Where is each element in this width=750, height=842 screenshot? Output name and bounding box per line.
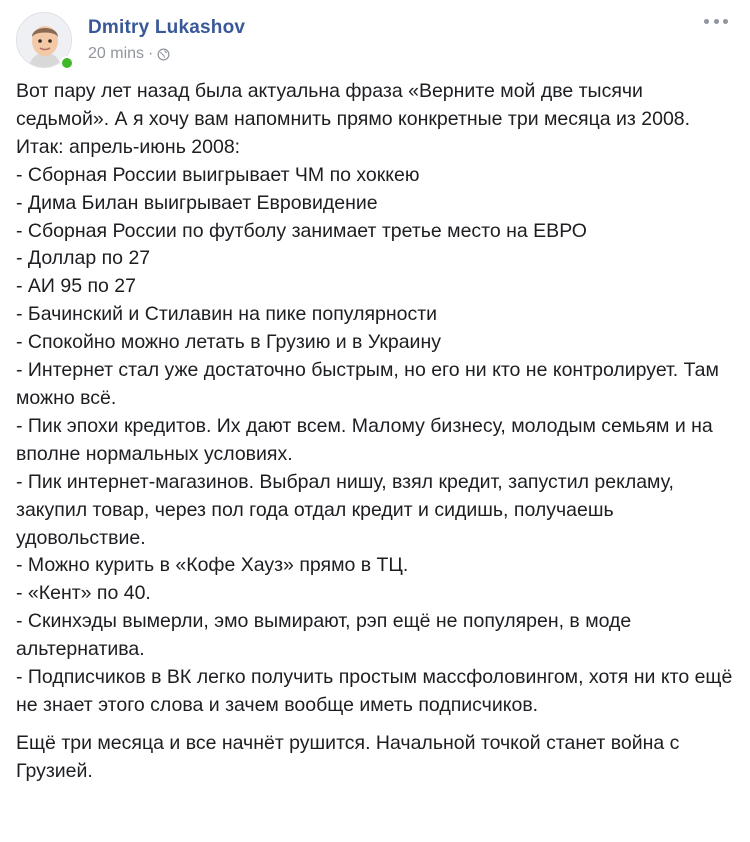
globe-icon[interactable]	[157, 48, 170, 61]
post-meta	[88, 44, 170, 64]
post-body	[16, 78, 736, 786]
meta-separator: ·	[148, 45, 154, 62]
more-dot	[714, 19, 719, 24]
post-time[interactable]: 20 mins	[88, 45, 145, 62]
post-paragraph-1: Вот пару лет назад была актуальна фраза «Верните мой две тысячи седьмой». А я хочу вам напомнить прямо конкретные три месяца из 2008. Итак: апрель-июнь 2008: - Сборная России выигрывает ЧМ по хоккею - Дима Билан выигрывает Евровидение - Сборная России по футболу занимает третье место на ЕВРО - Доллар по 27 - АИ 95 по 27 - Бачинский и Стилавин на пике популярности - Спокойно можно летать в Грузию и в Украину - Интернет стал уже достаточно быстрым, но его ни кто не контролирует. Там можно всё. - Пик эпохи кредитов. Их дают всем. Малому бизнесу, молодым семьям и на вполне нормальных условиях. - Пик интернет-магазинов. Выбрал нишу, взял кредит, запустил рекламу, закупил товар, через пол года отдал кредит и сидишь, получаешь удовольствие. - Можно курить в «Кофе Хауз» прямо в ТЦ. - «Кент» по 40. - Скинхэды вымерли, эмо вымирают, рэп ещё не популярен, в моде альтернатива. - Подписчиков в ВК легко получить простым массфоловингом, хотя ни кто ещё не знает этого слова и зачем вообще иметь подписчиков.	[16, 80, 733, 716]
more-dot	[704, 19, 709, 24]
post-paragraph-2: Ещё три месяца и все начнёт рушится. Начальной точкой станет война с Грузией.	[16, 731, 685, 782]
more-options-icon[interactable]	[704, 14, 728, 28]
more-dot	[723, 19, 728, 24]
post-header	[16, 12, 734, 70]
author-name[interactable]: Dmitry Lukashov	[88, 17, 246, 38]
online-status-dot	[60, 56, 74, 70]
